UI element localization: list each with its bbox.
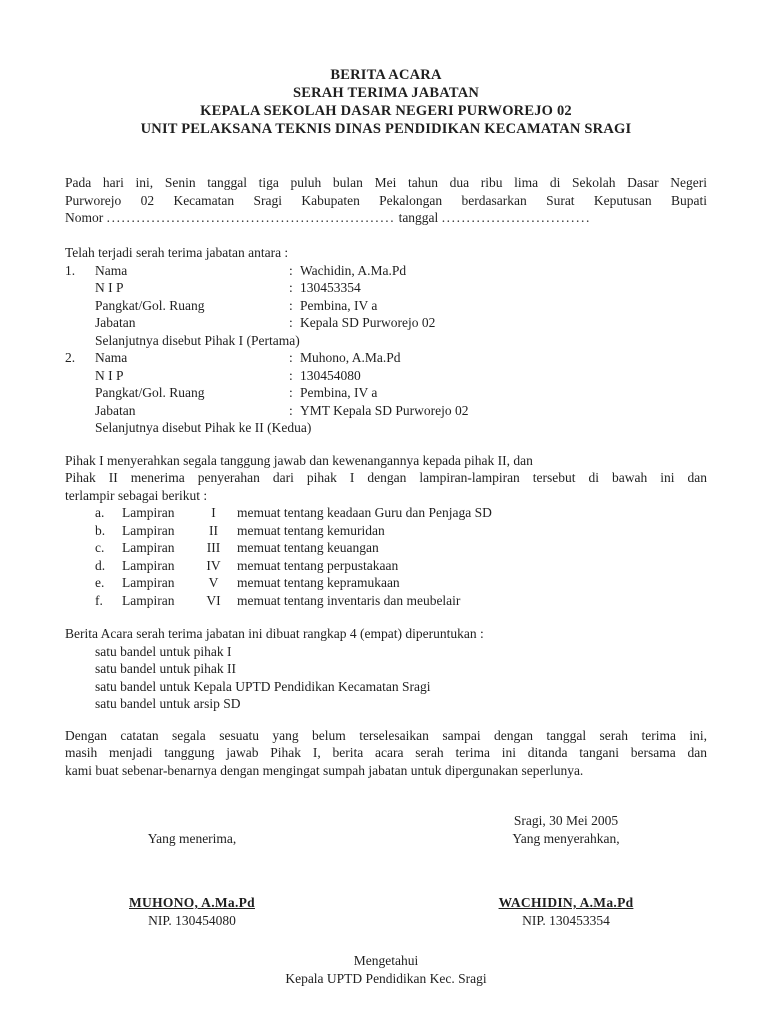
- opening-line-1: Pada hari ini, Senin tanggal tiga puluh bulan Mei tahun dua ribu lima di Sekolah Dasar Negeri: [65, 175, 707, 190]
- attachment-row-a: [95, 504, 707, 522]
- attachment-numeral: III: [206, 540, 221, 555]
- attachment-numeral: V: [208, 575, 219, 590]
- receiver-role-label: Yang menerima,: [147, 830, 237, 846]
- signature-block: [65, 812, 707, 929]
- giver-nip: NIP. 130453354: [522, 912, 610, 928]
- parties-intro: Telah terjadi serah terima jabatan antara :: [65, 245, 289, 260]
- attachment-letter: f.: [95, 592, 103, 608]
- attachment-row-c: [95, 539, 707, 557]
- attachment-description: memuat tentang keuangan: [237, 540, 379, 555]
- copies-block: [65, 625, 707, 713]
- attachment-description: memuat tentang keadaan Guru dan Penjaga SD: [237, 505, 492, 520]
- attachment-description: memuat tentang kepramukaan: [237, 575, 400, 590]
- party-2-jabatan-label: Jabatan: [95, 402, 136, 418]
- ack-kepala-uptd: Kepala UPTD Pendidikan Kec. Sragi: [285, 970, 487, 986]
- title-line-unit-pelaksana: UNIT PELAKSANA TEKNIS DINAS PENDIDIKAN KECAMATAN SRAGI: [140, 121, 632, 137]
- party-1-nama-value: Wachidin, A.Ma.Pd: [300, 262, 407, 278]
- party-1-pangkat-label: Pangkat/Gol. Ruang: [95, 297, 205, 313]
- attachment-letter: e.: [95, 575, 105, 590]
- copy-item-4: satu bandel untuk arsip SD: [95, 696, 241, 711]
- colon-separator: :: [289, 385, 293, 400]
- attachment-label: Lampiran: [122, 540, 175, 555]
- attachment-row-d: [95, 557, 707, 575]
- handover-line-3: terlampir sebagai berikut :: [65, 487, 208, 503]
- colon-separator: :: [289, 315, 293, 330]
- nomor-label: Nomor: [65, 210, 104, 225]
- title-line-serah-terima: SERAH TERIMA JABATAN: [292, 85, 480, 101]
- receiver-nip: NIP. 130454080: [148, 912, 236, 928]
- handover-paragraph: [65, 452, 707, 505]
- attachment-numeral: IV: [206, 557, 221, 573]
- party-1-pangkat-value: Pembina, IV a: [300, 297, 378, 313]
- attachment-label: Lampiran: [122, 505, 175, 520]
- party-1-nip-row: [65, 279, 707, 297]
- attachment-numeral: II: [209, 522, 218, 538]
- party-1-jabatan-row: [65, 314, 707, 332]
- colon-separator: :: [289, 262, 293, 278]
- party-2-number: 2.: [65, 350, 76, 365]
- receiver-name: MUHONO, A.Ma.Pd: [129, 895, 255, 910]
- acknowledgement-block: [65, 952, 707, 987]
- party-2-block: [65, 349, 707, 437]
- title-line-kepala-sekolah: KEPALA SEKOLAH DASAR NEGERI PURWOREJO 02: [200, 103, 572, 119]
- giver-signature-space: [439, 847, 693, 894]
- party-1-nama-row: [65, 262, 707, 280]
- attachment-label: Lampiran: [122, 557, 175, 573]
- opening-paragraph: [65, 174, 707, 227]
- tanggal-label: tanggal: [398, 210, 439, 225]
- giver-role-label: Yang menyerahkan,: [512, 830, 620, 846]
- copy-item-2: satu bandel untuk pihak II: [95, 661, 236, 676]
- party-1-nip-value: 130453354: [300, 280, 361, 295]
- attachment-numeral: I: [211, 505, 216, 520]
- colon-separator: :: [289, 297, 293, 313]
- attachment-letter: a.: [95, 505, 105, 520]
- receiver-signature-space: [65, 847, 319, 894]
- party-2-nip-value: 130454080: [300, 367, 361, 383]
- attachment-label: Lampiran: [122, 592, 175, 608]
- party-2-nip-label: N I P: [95, 367, 124, 383]
- handover-line-1: Pihak I menyerahkan segala tanggung jawab dan kewenangannya kepada pihak II, dan: [65, 452, 533, 468]
- attachment-letter: b.: [95, 522, 106, 538]
- party-2-jabatan-value: YMT Kepala SD Purworejo 02: [300, 402, 469, 418]
- party-1-pangkat-row: [65, 297, 707, 315]
- party-1-jabatan-value: Kepala SD Purworejo 02: [300, 315, 436, 330]
- opening-line-2: Purworejo 02 Kecamatan Sragi Kabupaten Pekalongan berdasarkan Surat Keputusan Bupati: [65, 192, 707, 208]
- party-1-nip-label: N I P: [95, 280, 124, 295]
- party-2-pangkat-label: Pangkat/Gol. Ruang: [95, 385, 205, 400]
- nomor-dotted-blank: ..........................................................: [106, 210, 396, 225]
- colon-separator: :: [289, 367, 293, 383]
- party-2-pangkat-row: [65, 384, 707, 402]
- attachment-row-e: [95, 574, 707, 592]
- attachment-description: memuat tentang perpustakaan: [237, 557, 399, 573]
- signature-receiver-column: [65, 812, 319, 929]
- document-title-block: [65, 66, 707, 138]
- copy-item-3: satu bandel untuk Kepala UPTD Pendidikan Kecamatan Sragi: [95, 678, 431, 694]
- tanggal-dotted-blank: ..............................: [441, 210, 591, 225]
- signature-giver-column: [439, 812, 693, 929]
- colon-separator: :: [289, 350, 293, 365]
- title-line-berita-acara: BERITA ACARA: [330, 67, 442, 83]
- copy-item-1: satu bandel untuk pihak I: [95, 643, 232, 659]
- date-place-line: Sragi, 30 Mei 2005: [513, 813, 619, 828]
- attachment-letter: d.: [95, 557, 106, 573]
- attachment-description: memuat tentang kemuridan: [237, 522, 385, 538]
- colon-separator: :: [289, 280, 293, 295]
- attachment-label: Lampiran: [122, 575, 175, 590]
- closing-line-2: masih menjadi tanggung jawab Pihak I, berita acara serah terima ini ditanda tangani bersama dan: [65, 745, 707, 760]
- party-1-number: 1.: [65, 262, 76, 278]
- party-1-note: Selanjutnya disebut Pihak I (Pertama): [95, 332, 300, 348]
- party-2-nama-row: [65, 349, 707, 367]
- party-1-nama-label: Nama: [95, 262, 128, 278]
- copies-intro: Berita Acara serah terima jabatan ini dibuat rangkap 4 (empat) diperuntukan :: [65, 626, 484, 641]
- attachment-row-b: [95, 522, 707, 540]
- attachment-numeral: VI: [206, 592, 221, 608]
- party-2-nama-label: Nama: [95, 350, 128, 365]
- party-2-jabatan-row: [65, 402, 707, 420]
- closing-paragraph: [65, 727, 707, 780]
- party-2-pangkat-value: Pembina, IV a: [300, 385, 378, 400]
- party-1-jabatan-label: Jabatan: [95, 315, 136, 330]
- opening-line-3: [65, 209, 707, 227]
- handover-line-2: Pihak II menerima penyerahan dari pihak I dengan lampiran-lampiran tersebut di bawah ini dan: [65, 470, 707, 485]
- attachment-description: memuat tentang inventaris dan meubelair: [237, 592, 461, 608]
- party-2-nip-row: [65, 367, 707, 385]
- closing-line-1: Dengan catatan segala sesuatu yang belum terselesaikan sampai dengan tanggal serah terima ini,: [65, 727, 707, 743]
- party-2-nama-value: Muhono, A.Ma.Pd: [300, 350, 401, 365]
- attachment-row-f: [95, 592, 707, 610]
- attachment-letter: c.: [95, 540, 105, 555]
- ack-mengetahui: Mengetahui: [353, 953, 419, 968]
- party-1-block: [65, 262, 707, 350]
- party-2-note: Selanjutnya disebut Pihak ke II (Kedua): [95, 420, 312, 435]
- attachments-list: [65, 504, 707, 609]
- attachment-label: Lampiran: [122, 522, 175, 538]
- closing-line-3: kami buat sebenar-benarnya dengan mengingat sumpah jabatan untuk dipergunakan seperlunya.: [65, 762, 584, 778]
- colon-separator: :: [289, 402, 293, 418]
- giver-name: WACHIDIN, A.Ma.Pd: [498, 895, 634, 910]
